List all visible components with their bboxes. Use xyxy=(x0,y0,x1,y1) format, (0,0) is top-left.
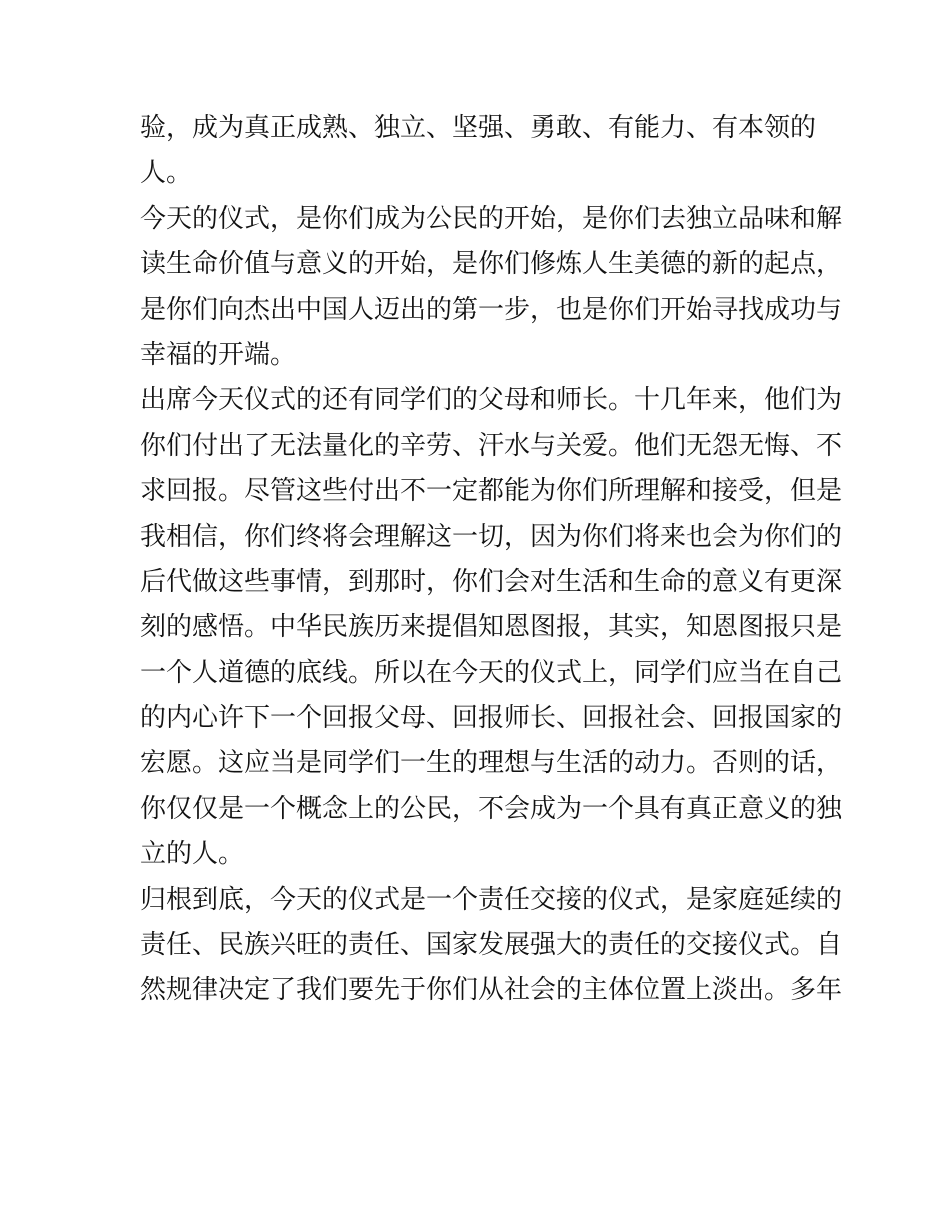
text-line: 立的人。 xyxy=(140,839,245,870)
text-line: 后代做这些事情，到那时，你们会对生活和生命的意义有更深 xyxy=(140,566,843,597)
text-line: 你仅仅是一个概念上的公民，不会成为一个具有真正意义的独 xyxy=(140,793,843,824)
text-line: 宏愿。这应当是同学们一生的理想与生活的动力。否则的话， xyxy=(140,748,843,779)
text-line: 人。 xyxy=(140,158,193,189)
text-line: 的内心许下一个回报父母、回报师长、回报社会、回报国家的 xyxy=(140,703,843,734)
body-text xyxy=(140,106,843,1014)
text-line: 是你们向杰出中国人迈出的第一步，也是你们开始寻找成功与 xyxy=(140,294,843,325)
text-line: 我相信，你们终将会理解这一切，因为你们将来也会为你们的 xyxy=(140,521,843,552)
text-line: 一个人道德的底线。所以在今天的仪式上，同学们应当在自己 xyxy=(140,657,843,688)
text-line: 验，成为真正成熟、独立、坚强、勇敢、有能力、有本领的 xyxy=(140,113,817,143)
text-line: 今天的仪式，是你们成为公民的开始，是你们去独立品味和解 xyxy=(140,203,843,234)
text-line: 你们付出了无法量化的辛劳、汗水与关爱。他们无怨无悔、不 xyxy=(140,430,843,461)
text-line: 然规律决定了我们要先于你们从社会的主体位置上淡出。多年 xyxy=(140,975,843,1006)
text-line: 出席今天仪式的还有同学们的父母和师长。十几年来，他们为 xyxy=(140,385,843,416)
text-line: 读生命价值与意义的开始，是你们修炼人生美德的新的起点， xyxy=(140,249,843,280)
text-line: 责任、民族兴旺的责任、国家发展强大的责任的交接仪式。自 xyxy=(140,930,843,961)
text-line: 刻的感悟。中华民族历来提倡知恩图报，其实，知恩图报只是 xyxy=(140,612,843,643)
text-line: 求回报。尽管这些付出不一定都能为你们所理解和接受，但是 xyxy=(140,476,843,507)
text-line: 幸福的开端。 xyxy=(140,339,297,370)
text-line: 归根到底，今天的仪式是一个责任交接的仪式，是家庭延续的 xyxy=(140,884,843,915)
